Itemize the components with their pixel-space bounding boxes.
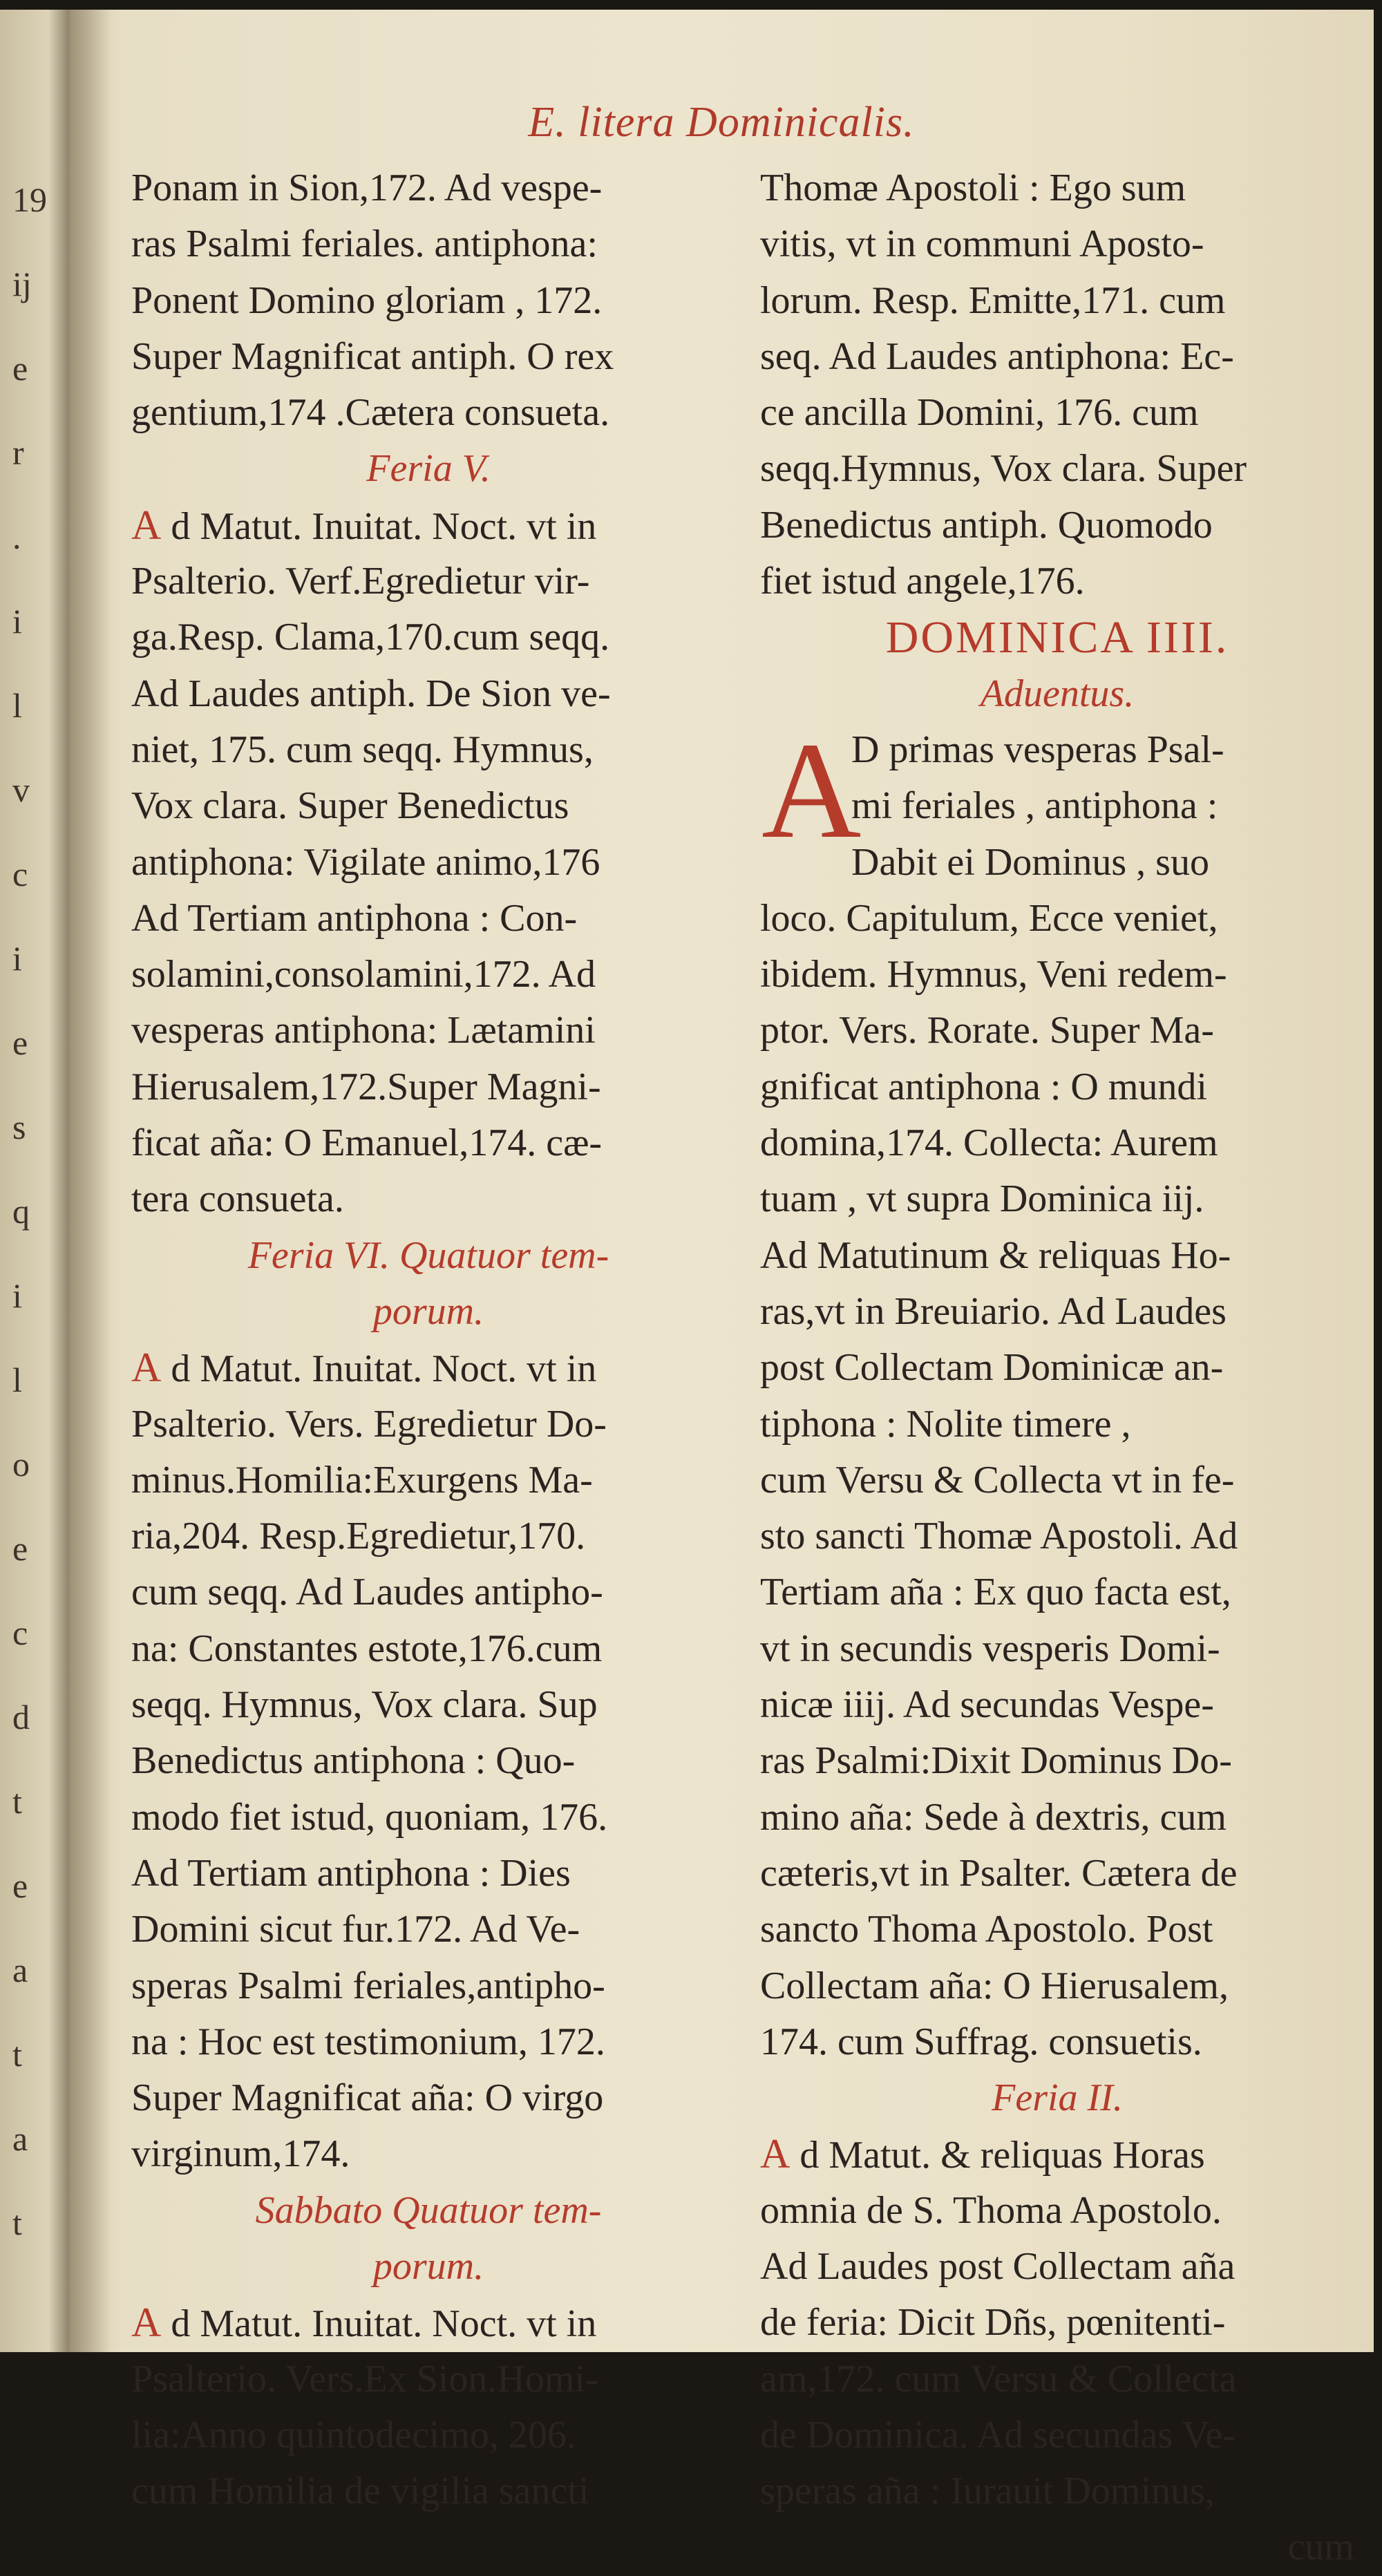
text-line: ficat aña: O Emanuel,174. cæ-: [131, 1121, 603, 1165]
prev-page-glyph: i: [12, 1276, 22, 1315]
text-line: omnia de S. Thoma Apostolo.: [760, 2188, 1222, 2232]
text-line: antiphona: Vigilate animo,176: [131, 840, 600, 884]
text-line: nicæ iiij. Ad secundas Vespe-: [760, 1683, 1214, 1727]
text-line: vesperas antiphona: Lætamini: [131, 1009, 596, 1052]
text-line: lia:Anno quintodecimo, 206.: [131, 2413, 576, 2456]
text-line: cæteris,vt in Psalter. Cætera de: [760, 1851, 1238, 1895]
text-line: seq. Ad Laudes antiphona: Ec-: [760, 334, 1234, 378]
text-line: de Dominica. Ad secundas Ve-: [760, 2413, 1236, 2456]
text-line: ria,204. Resp.Egredietur,170.: [131, 1515, 586, 1558]
section-heading-sabbato: Sabbato Quatuor tem-: [255, 2188, 602, 2232]
prev-page-glyph: v: [12, 770, 30, 809]
text-line: virginum,174.: [131, 2132, 350, 2176]
prev-page-glyph: o: [12, 1445, 30, 1484]
section-heading-feria-v: Feria V.: [366, 447, 491, 491]
running-head: E. litera Dominicalis.: [528, 99, 915, 146]
text-line: seqq. Hymnus, Vox clara. Sup: [131, 1683, 598, 1727]
prev-page-glyph: l: [12, 1361, 22, 1399]
prev-page-glyph: c: [12, 1613, 28, 1652]
text-line: domina,174. Collecta: Aurem: [760, 1121, 1218, 1165]
gutter-shadow: [69, 10, 111, 2352]
rubric-initial: A: [760, 2131, 791, 2177]
text-line: mi feriales , antiphona :: [851, 784, 1218, 828]
rubric-initial: A: [131, 2300, 162, 2346]
prev-page-glyph: r: [12, 433, 24, 472]
text-line: post Collectam Dominicæ an-: [760, 1346, 1224, 1390]
text-line: Thomæ Apostoli : Ego sum: [760, 167, 1186, 209]
prev-page-glyph: 19: [12, 180, 47, 219]
section-heading-feria-vi-cont: porum.: [372, 1289, 484, 1333]
text-line: ptor. Vers. Rorate. Super Ma-: [760, 1009, 1214, 1052]
text-line: Benedictus antiphona : Quo-: [131, 1739, 576, 1783]
text-line: sto sancti Thomæ Apostoli. Ad: [760, 1515, 1238, 1558]
text-line: seqq.Hymnus, Vox clara. Super: [760, 447, 1247, 491]
text-line: ras,vt in Breuiario. Ad Laudes: [760, 1289, 1227, 1333]
text-line: am,172. cum Versu & Collecta: [760, 2357, 1237, 2400]
prev-page-glyph: d: [12, 1698, 30, 1736]
text-line: na: Constantes estote,176.cum: [131, 1627, 603, 1670]
text-line: vitis, vt in communi Aposto-: [760, 222, 1204, 266]
text-line: gnificat antiphona : O mundi: [760, 1065, 1207, 1108]
text-line: tuam , vt supra Dominica iij.: [760, 1177, 1204, 1221]
text-line: niet, 175. cum seqq. Hymnus,: [131, 728, 594, 771]
prev-page-glyph: a: [12, 1951, 28, 1989]
text-line: vt in secundis vesperis Domi-: [760, 1627, 1220, 1670]
text-line: de feria: Dicit Dñs, pœnitenti-: [760, 2301, 1226, 2345]
text-line: Benedictus antiph. Quomodo: [760, 503, 1213, 547]
right-column: [760, 160, 1354, 2576]
text-line: Collectam aña: O Hierusalem,: [760, 1964, 1229, 2007]
text-line: d Matut. & reliquas Horas: [799, 2134, 1205, 2177]
text-line: Ponam in Sion,172. Ad vespe-: [131, 167, 603, 209]
text-line: Dabit ei Dominus , suo: [851, 840, 1209, 884]
text-line: d Matut. Inuitat. Noct. vt in: [171, 504, 597, 548]
text-line: cum Versu & Collecta vt in fe-: [760, 1458, 1235, 1502]
text-line: Psalterio. Vers.Ex Sion.Homi-: [131, 2357, 598, 2400]
section-heading-sabbato-cont: porum.: [372, 2244, 484, 2288]
section-heading-feria-ii: Feria II.: [992, 2076, 1123, 2120]
text-line: ibidem. Hymnus, Veni redem-: [760, 953, 1227, 996]
text-line: Tertiam aña : Ex quo facta est,: [760, 1571, 1231, 1614]
text-line: speras Psalmi feriales,antipho-: [131, 1964, 605, 2007]
text-line: minus.Homilia:Exurgens Ma-: [131, 1458, 593, 1502]
section-first-line: [760, 2126, 1354, 2182]
prev-page-glyph: .: [12, 518, 21, 556]
prev-page-glyph: i: [12, 939, 22, 978]
left-column: [131, 160, 726, 2519]
prev-page-glyph: e: [12, 1529, 28, 1568]
section-heading-dominica-iiii: DOMINICA IIII.: [885, 612, 1229, 663]
text-line: cum Homilia de vigilia sancti: [131, 2470, 589, 2513]
text-line: gentium,174 .Cætera consueta.: [131, 391, 610, 435]
prev-page-glyph: s: [12, 1108, 26, 1146]
prev-page-glyph: t: [12, 2035, 22, 2074]
text-line: mino aña: Sede à dextris, cum: [760, 1795, 1227, 1839]
prev-page-glyph: i: [12, 602, 22, 641]
prev-page-glyph: e: [12, 1023, 28, 1062]
section-first-line: [131, 1340, 726, 1396]
prev-page-glyph: e: [12, 349, 28, 388]
catchword: cum: [1287, 2526, 1354, 2569]
text-line: Ad Laudes antiph. De Sion ve-: [131, 672, 611, 715]
prev-page-glyph: t: [12, 1782, 22, 1821]
prev-page-glyph: l: [12, 686, 22, 725]
text-line: Ad Tertiam antiphona : Con-: [131, 896, 578, 940]
rubric-initial: A: [131, 502, 162, 548]
section-heading-adventus: Aduentus.: [980, 672, 1135, 715]
text-line: d Matut. Inuitat. Noct. vt in: [171, 2302, 597, 2346]
text-line: ce ancilla Domini, 176. cum: [760, 391, 1199, 435]
text-line: 174. cum Suffrag. consuetis.: [760, 2020, 1202, 2063]
text-line: Ad Tertiam antiphona : Dies: [131, 1851, 571, 1895]
text-line: lorum. Resp. Emitte,171. cum: [760, 278, 1226, 322]
text-line: Domini sicut fur.172. Ad Ve-: [131, 1908, 580, 1951]
text-line: loco. Capitulum, Ecce veniet,: [760, 896, 1218, 940]
book-page: [69, 10, 1374, 2569]
text-line: Super Magnificat antiph. O rex: [131, 334, 614, 378]
text-line: Psalterio. Vers. Egredietur Do-: [131, 1402, 607, 1446]
text-line: Vox clara. Super Benedictus: [131, 784, 569, 828]
previous-page-edge: [0, 10, 69, 2352]
prev-page-glyph: c: [12, 855, 28, 893]
text-line: modo fiet istud, quoniam, 176.: [131, 1795, 608, 1839]
text-line: Ad Laudes post Collectam aña: [760, 2244, 1236, 2288]
text-line: na : Hoc est testimonium, 172.: [131, 2020, 605, 2063]
text-line: Psalterio. Verf.Egredietur vir-: [131, 560, 590, 603]
text-line: ga.Resp. Clama,170.cum seqq.: [131, 616, 610, 659]
text-line: speras aña : Iurauit Dominus,: [760, 2470, 1215, 2513]
text-line: cum seqq. Ad Laudes antipho-: [131, 1571, 603, 1614]
text-line: Super Magnificat aña: O virgo: [131, 2076, 604, 2120]
text-line: sancto Thoma Apostolo. Post: [760, 1908, 1213, 1951]
text-line: d Matut. Inuitat. Noct. vt in: [171, 1347, 597, 1391]
text-line: D primas vesperas Psal-: [851, 728, 1224, 771]
rubric-initial: A: [131, 1345, 162, 1391]
text-line: Ad Matutinum & reliquas Ho-: [760, 1233, 1231, 1277]
text-line: solamini,consolamini,172. Ad: [131, 953, 596, 996]
text-line: ras Psalmi feriales. antiphona:: [131, 222, 598, 266]
drop-cap-initial: A: [761, 714, 862, 867]
prev-page-glyph: t: [12, 2204, 22, 2242]
text-line: tiphona : Nolite timere ,: [760, 1402, 1131, 1446]
prev-page-glyph: ij: [12, 265, 32, 303]
prev-page-glyph: e: [12, 1866, 28, 1905]
drop-cap-paragraph: [760, 714, 1354, 891]
prev-page-glyph: a: [12, 2119, 28, 2158]
text-line: Ponent Domino gloriam , 172.: [131, 278, 603, 322]
text-line: ras Psalmi:Dixit Dominus Do-: [760, 1739, 1232, 1783]
text-line: Hierusalem,172.Super Magni-: [131, 1065, 601, 1108]
prev-page-glyph: q: [12, 1192, 30, 1231]
section-first-line: [131, 2295, 726, 2351]
text-line: fiet istud angele,176.: [760, 560, 1085, 603]
section-heading-feria-vi: Feria VI. Quatuor tem-: [247, 1233, 609, 1277]
section-first-line: [131, 498, 726, 553]
text-line: tera consueta.: [131, 1177, 344, 1221]
